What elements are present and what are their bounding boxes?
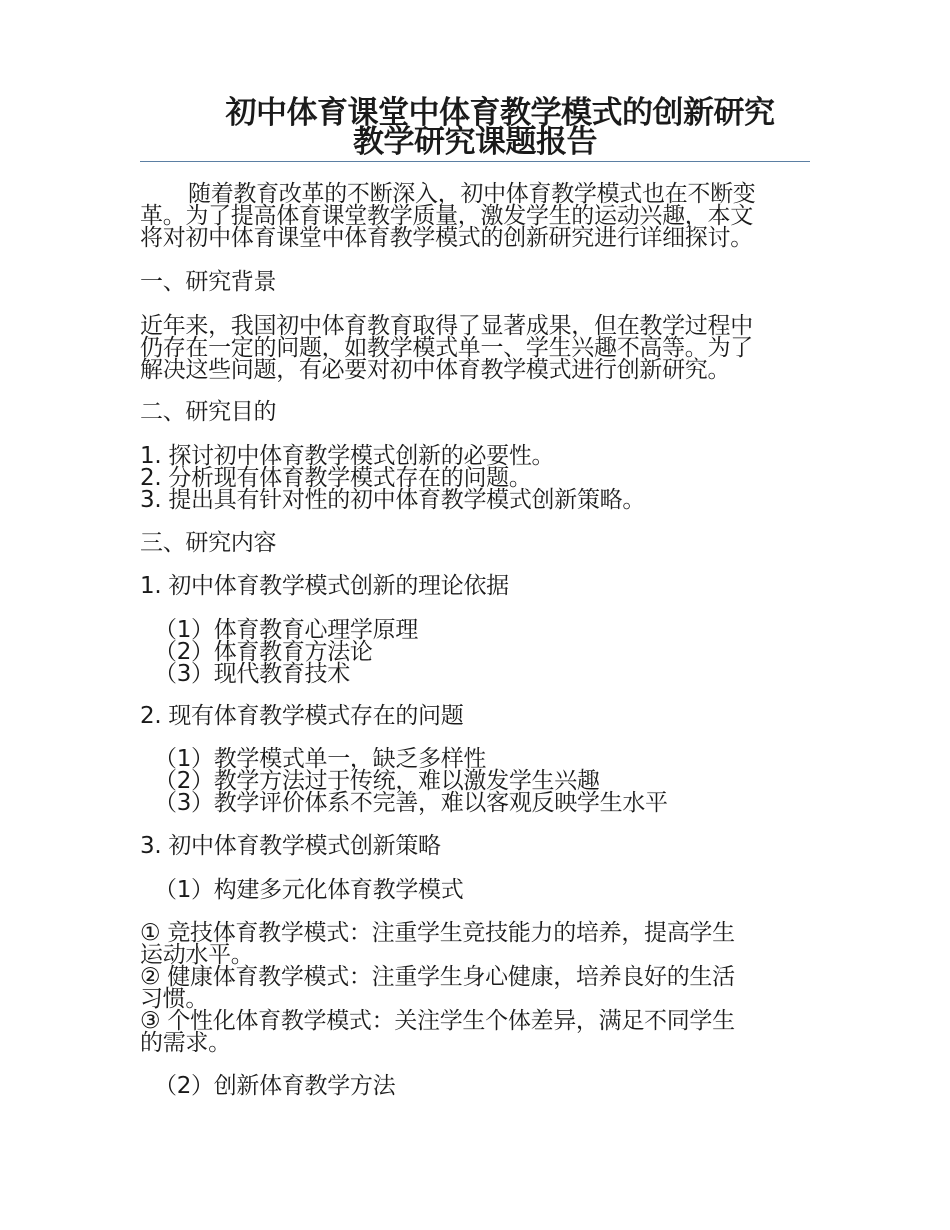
list-item: （1）体育教育心理学原理 xyxy=(154,617,419,643)
list-item: （3）教学评价体系不完善，难以客观反映学生水平 xyxy=(154,790,668,816)
content-part3-heading: 3. 初中体育教学模式创新策略 xyxy=(140,833,441,859)
list-item: （3）现代教育技术 xyxy=(154,661,350,687)
strategy1-heading: （1）构建多元化体育教学模式 xyxy=(154,877,464,903)
list-item: 3. 提出具有针对性的初中体育教学模式创新策略。 xyxy=(140,487,646,513)
strategy2-heading: （2）创新体育教学方法 xyxy=(154,1073,396,1099)
title-line-2: 教学研究课题报告 xyxy=(353,124,597,160)
title-line-1: 初中体育课堂中体育教学模式的创新研究 xyxy=(225,95,775,131)
intro-line: 将对初中体育课堂中体育教学模式的创新研究进行详细探讨。 xyxy=(140,225,753,251)
strategy-line: ① 竞技体育教学模式：注重学生竞技能力的培养，提高学生 xyxy=(140,920,735,946)
background-line: 解决这些问题，有必要对初中体育教学模式进行创新研究。 xyxy=(140,357,731,383)
part2-list xyxy=(140,748,815,814)
section-heading-content: 三、研究内容 xyxy=(140,530,277,556)
part1-list xyxy=(140,619,815,685)
strategy-line: 的需求。 xyxy=(140,1030,231,1056)
content-part1-heading: 1. 初中体育教学模式创新的理论依据 xyxy=(140,573,509,599)
section-heading-purpose: 二、研究目的 xyxy=(140,399,277,425)
strategy-line: ③ 个性化体育教学模式：关注学生个体差异，满足不同学生 xyxy=(140,1008,735,1034)
background-paragraph xyxy=(140,315,815,381)
title-divider xyxy=(140,161,810,162)
list-item: 2. 分析现有体育教学模式存在的问题。 xyxy=(140,465,532,491)
strategy-line: 习惯。 xyxy=(140,986,209,1012)
strategy-line: ② 健康体育教学模式：注重学生身心健康，培养良好的生活 xyxy=(140,964,735,990)
purpose-list xyxy=(140,445,815,511)
section-heading-background: 一、研究背景 xyxy=(140,269,277,295)
list-item: （1）教学模式单一，缺乏多样性 xyxy=(154,746,487,772)
background-line: 近年来，我国初中体育教育取得了显著成果，但在教学过程中 xyxy=(140,313,753,339)
intro-line: 革。为了提高体育课堂教学质量，激发学生的运动兴趣，本文 xyxy=(140,203,753,229)
content-part2-heading: 2. 现有体育教学模式存在的问题 xyxy=(140,703,464,729)
intro-paragraph xyxy=(140,183,815,249)
list-item: （2）教学方法过于传统，难以激发学生兴趣 xyxy=(154,768,600,794)
intro-line: 随着教育改革的不断深入，初中体育教学模式也在不断变 xyxy=(188,181,756,207)
list-item: 1. 探讨初中体育教学模式创新的必要性。 xyxy=(140,443,555,469)
report-title xyxy=(140,95,810,160)
strategy1-list xyxy=(140,922,815,1054)
list-item: （2）体育教育方法论 xyxy=(154,639,373,665)
strategy-line: 运动水平。 xyxy=(140,942,254,968)
background-line: 仍存在一定的问题，如教学模式单一、学生兴趣不高等。为了 xyxy=(140,335,753,361)
